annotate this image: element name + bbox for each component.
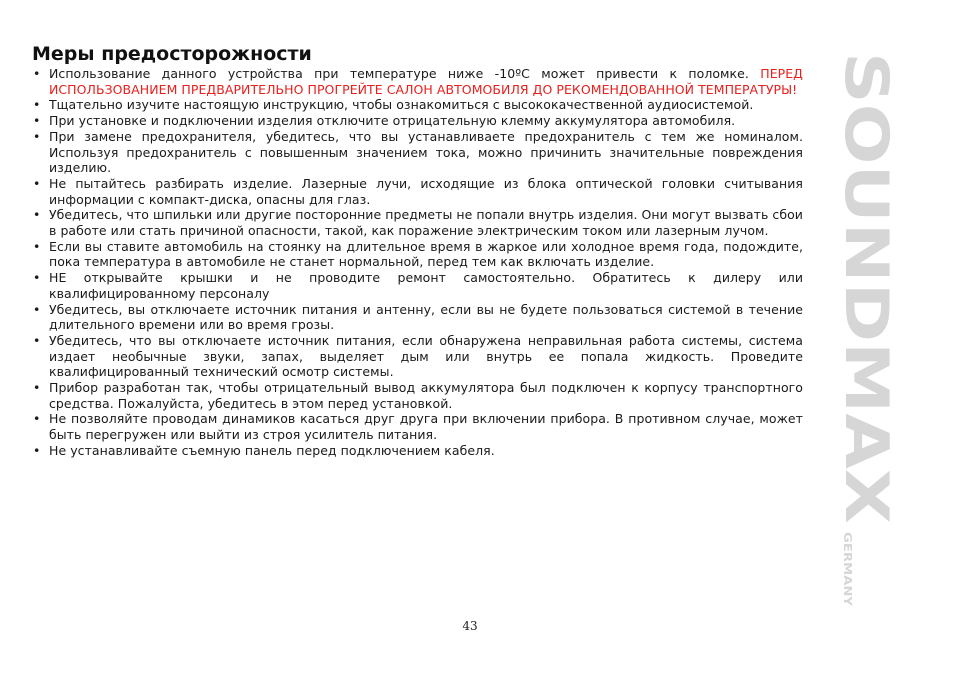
list-item: [32, 97, 803, 113]
soundmax-logo: [818, 52, 908, 612]
bullet-icon: •: [33, 442, 41, 458]
list-item: [32, 113, 803, 129]
bullet-icon: •: [33, 175, 41, 191]
page-number: 43: [462, 619, 478, 633]
bullet-icon: •: [33, 207, 41, 223]
list-item: [32, 302, 803, 333]
list-item: [32, 207, 803, 238]
item-text: Использование данного устройства при температуре ниже -10ºС может привести к поломке.: [49, 66, 749, 81]
list-item: [32, 411, 803, 442]
list-item: [32, 380, 803, 411]
bullet-icon: •: [33, 380, 41, 396]
item-text: Убедитесь, что шпильки или другие посторонние предметы не попали внутрь изделия. Они могут вызвать сбои в работе или стать причиной опасности, такой, как поражение электрическим током или лазерным лучом.: [49, 207, 803, 239]
bullet-icon: •: [33, 97, 41, 113]
bullet-icon: •: [33, 270, 41, 286]
list-item: [32, 333, 803, 380]
list-item: [32, 176, 803, 207]
brand-name: SOUNDMAX: [831, 52, 901, 448]
bullet-icon: •: [33, 411, 41, 427]
warning-text: ПЕРЕД ИСПОЛЬЗОВАНИЕМ ПРЕДВАРИТЕЛЬНО ПРОГРЕЙТЕ САЛОН АВТОМОБИЛЯ ДО РЕКОМЕНДОВАННОЙ ТЕМПЕРАТУРЫ!: [49, 66, 803, 97]
bullet-icon: •: [33, 332, 41, 348]
item-text: Убедитесь, вы отключаете источник питания и антенну, если вы не будете пользоваться системой в течение длительного времени или во время грозы.: [49, 301, 803, 333]
list-item: [32, 443, 803, 459]
page-title: Меры предосторожности: [32, 43, 312, 65]
bullet-icon: •: [33, 128, 41, 144]
list-item: [32, 270, 803, 301]
list-item: [32, 66, 803, 97]
list-item: [32, 239, 803, 270]
item-text: При установке и подключении изделия отключите отрицательную клемму аккумулятора автомобиля.: [49, 113, 736, 129]
item-text: Не пытайтесь разбирать изделие. Лазерные лучи, исходящие из блока оптической головки считывания информации с компакт-диска, опасны для глаз.: [49, 175, 803, 207]
item-text: НЕ открывайте крышки и не проводите ремонт самостоятельно. Обратитесь к дилеру или квалифицированному персоналу: [49, 270, 803, 301]
item-text: Прибор разработан так, чтобы отрицательный вывод аккумулятора был подключен к корпусу транспортного средства. Пожалуйста, убедитесь в этом перед установкой.: [49, 380, 803, 411]
item-text: Не устанавливайте съемную панель перед подключением кабеля.: [49, 442, 495, 458]
list-item: [32, 129, 803, 176]
bullet-icon: •: [33, 113, 41, 129]
item-text: Тщательно изучите настоящую инструкцию, чтобы ознакомиться с высококачественной аудиосистемой.: [49, 97, 754, 113]
item-text: При замене предохранителя, убедитесь, что вы устанавливаете предохранитель с тем же номиналом. Используя предохранитель с повышенным значением тока, можно причинить значительные повреждения изделию.: [49, 128, 803, 176]
bullet-icon: •: [33, 66, 41, 81]
precautions-list: [32, 66, 803, 459]
item-text: Если вы ставите автомобиль на стоянку на длительное время в жаркое или холодное время года, подождите, пока температура в автомобиле не станет нормальной, перед тем как включать изделие.: [49, 238, 803, 270]
bullet-icon: •: [33, 301, 41, 317]
bullet-icon: •: [33, 238, 41, 254]
brand-subtitle: GERMANY: [841, 532, 854, 594]
item-text: Убедитесь, что вы отключаете источник питания, если обнаружена неправильная работа системы, система издает необычные звуки, запах, выделяет дым или внутрь ее попала жидкость. Проведите квалифицированный технический осмотр системы.: [49, 332, 803, 380]
item-text: Не позволяйте проводам динамиков касаться друг друга при включении прибора. В противном случае, может быть перегружен или выйти из строя усилитель питания.: [49, 411, 803, 443]
